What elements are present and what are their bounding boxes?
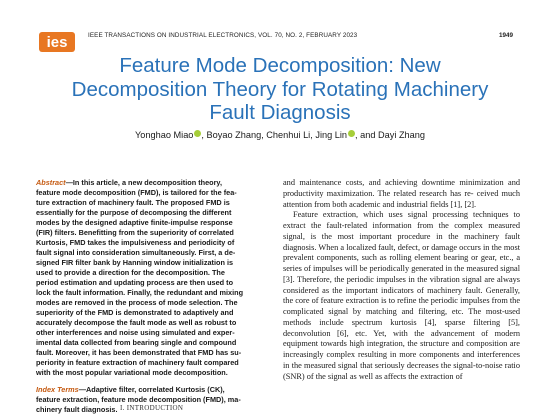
body-line: Feature extraction, which uses signal processing techniques to [293,210,520,220]
abstract-line: essentially for the purpose of decomposing the different [36,208,232,217]
abstract-line: accurately decompose the fault mode as well as robust to [36,318,237,327]
paper-title [60,54,500,125]
author-name: and Dayi Zhang [360,130,425,140]
title-line-2: Decomposition Theory for Rotating Machinery [71,77,489,101]
abstract-line: modes are removed in the process of mode selection. The [36,298,238,307]
page-header [0,0,552,50]
orcid-icon[interactable] [194,130,201,137]
body-paragraph-1 [283,178,520,210]
journal-citation-line: IEEE TRANSACTIONS ON INDUSTRIAL ELECTRONICS, VOL. 70, NO. 2, FEBRUARY 2023 [88,32,358,39]
abstract [36,178,276,378]
orcid-icon[interactable] [348,130,355,137]
svg-text:ies: ies [46,34,68,51]
body-line: in the measured signal [3]. Therefore, the periodic impulses [283,264,521,284]
body-line: the most prevalent components, such as rolling element bearing [283,242,520,263]
index-terms-label: Index Terms [36,385,79,394]
abstract-line: ture extraction of machinery fault. The proposed FMD is [36,198,230,207]
author-name: Chenhui Li [266,130,311,140]
abstract-line: other interferences and noise using simulated and exper- [36,328,235,337]
body-column [283,178,520,382]
abstract-line: periority in feature extraction of machinery fault compared [36,358,239,367]
abstract-line: feature mode decomposition (FMD), is tailored for the fea- [36,188,237,197]
index-terms-line: chinery fault diagnosis. [36,405,118,414]
author-name: Boyao Zhang [206,130,262,140]
abstract-line: with the most popular variational mode decomposition. [36,368,228,377]
body-line: or gear, etc., a series of impulses will be periodically generated [283,253,520,273]
abstract-line: modes by the designed adaptive finite-impulse response [36,218,233,227]
body-line: high integration, the structure and composition are increasingly [283,339,520,359]
body-line: and productivity maximization. The related research has re- [283,178,520,198]
body-line: signal by matching and filtering, etc. The most-used methods [283,307,521,327]
body-line: the measured signal that seriously decreases the signal-to-noise [291,360,503,370]
author-name: Yonghao Miao [135,130,194,140]
body-paragraph-2 [283,210,520,382]
body-line: [6], etc. Yet, with the advancement of modern equipment towards [283,328,520,349]
body-line: and maintenance costs, and achieving downtime minimization [283,178,504,187]
title-line-1: Feature Mode Decomposition: New [119,54,441,77]
body-line: extraction is to refine the periodic impulses from the complicated [283,296,521,316]
body-line: include spectrum kurtosis [4], sparse filtering [5], deconvolution [283,317,521,338]
body-line: ceived much attention from both academic and industrial fields [283,188,520,209]
title-line-3: Fault Diagnosis [209,101,351,124]
abstract-line: Abstract—In this article, a new decomposition theory, [36,178,222,187]
body-line: extract the fault-related information from the complex measured [283,221,520,230]
abstract-line: superiority of the FMD is demonstrated to adaptively and [36,308,234,317]
abstract-label: Abstract [36,178,66,187]
body-line: signal, is the most important procedure in the machinery fault [283,231,520,241]
ies-logo-icon [39,32,75,52]
index-terms-line: Index Terms—Adaptive filter, correlated Kurtosis (CK), [36,385,225,394]
abstract-line: imental data collected from bearing single and compound [36,338,237,347]
abstract-line: (FIR) filters. Benefitting from the superiority of correlated [36,228,234,237]
body-line: ratio (SNR) of the signal as well as affects the extraction of [283,360,520,381]
abstract-line: period estimation and updating process are then used to [36,278,234,287]
abstract-line: lock the fault information. Finally, the redundant and mixing [36,288,244,297]
body-line: [1], [2]. [450,199,477,209]
author-name: Jing Lin [315,130,348,140]
author-list: Yonghao Miao , Boyao Zhang, Chenhui Li, Jing Lin , and Dayi Zhang [135,130,425,140]
index-terms-line: feature extraction, feature mode decomposition (FMD), ma- [36,395,241,404]
body-line: in the vibration signal are always considered as the important [283,274,521,295]
section-heading-introduction: I. INTRODUCTION [120,404,184,412]
abstract-line: Kurtosis, FMD takes the impulsiveness and periodicity of [36,238,235,247]
body-line: diagnosis. When a localized fault, defect, or damage occurs in [283,242,490,252]
abstract-line: fault signal into consideration simultaneously. First, a de- [36,248,236,257]
page-number: 1949 [498,32,513,39]
body-line: indicators of machinery fault. Generally, the core of feature [283,285,521,306]
abstract-line: used to provide a direction for the decomposition. The [36,268,225,277]
abstract-line: signed FIR filter bank by Hanning window initialization is [36,258,234,267]
abstract-column [36,178,276,415]
abstract-line: fault. Moreover, it has been demonstrated that FMD has su- [36,348,242,357]
body-line: complex resulting in more components and interferences in [283,350,520,370]
